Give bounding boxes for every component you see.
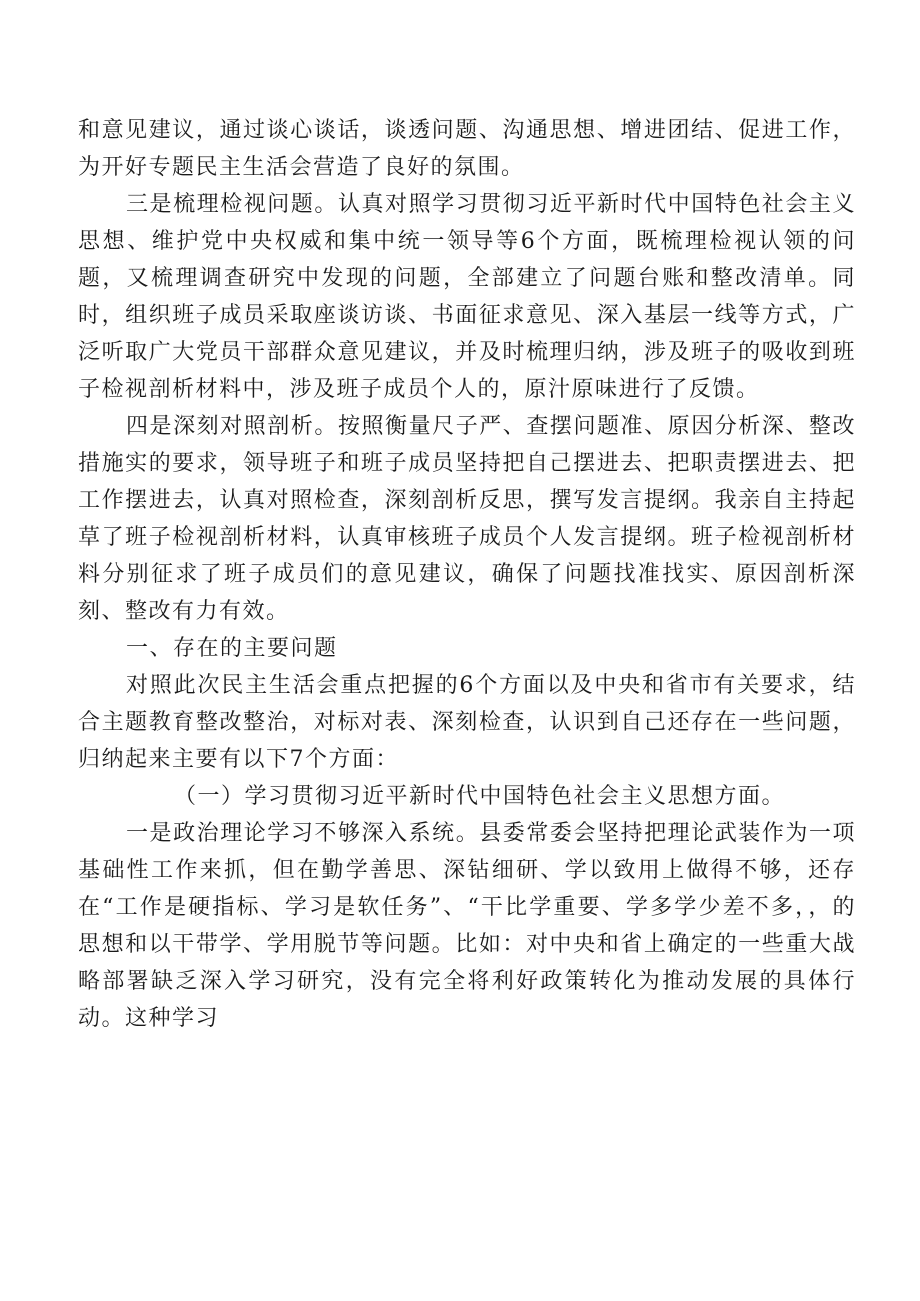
document-body <box>78 112 856 1037</box>
paragraph-review-issues: 三是梳理检视问题。认真对照学习贯彻习近平新时代中国特色社会主义思想、维护党中央权威和集中统一领导等6个方面，既梳理检视认领的问题，又梳理调查研究中发现的问题，全部建立了问题台账和整改清单。同时，组织班子成员采取座谈访谈、书面征求意见、深入基层一线等方式，广泛听取广大党员干部群众意见建议，并及时梳理归纳，涉及班子的吸收到班子检视剖析材料中，涉及班子成员个人的，原汁原味进行了反馈。 <box>78 192 856 402</box>
paragraph-deep-analysis: 四是深刻对照剖析。按照衡量尺子严、查摆问题准、原因分析深、整改措施实的要求，领导班子和班子成员坚持把自己摆进去、把职责摆进去、把工作摆进去，认真对照检查，深刻剖析反思，撰写发言提纲。我亲自主持起草了班子检视剖析材料，认真审核班子成员个人发言提纲。班子检视剖析材料分别征求了班子成员们的意见建议，确保了问题找准找实、原因剖析深刻、整改有力有效。 <box>78 414 856 624</box>
subsection-heading-study: （一）学习贯彻习近平新时代中国特色社会主义思想方面。 <box>174 784 786 809</box>
paragraph-problems-intro: 对照此次民主生活会重点把握的6个方面以及中央和省市有关要求，结合主题教育整改整治，对标对表、深刻检查，认识到自己还存在一些问题，归纳起来主要有以下7个方面： <box>78 673 856 772</box>
section-heading-main-problems: 一、存在的主要问题 <box>126 636 338 661</box>
paragraph-theory-study: 一是政治理论学习不够深入系统。县委常委会坚持把理论武装作为一项基础性工作来抓，但在勤学善思、深钻细研、学以致用上做得不够，还存在“工作是硬指标、学习是软任务”、“干比学重要、学多学少差不多，，的思想和以干带学、学用脱节等问题。比如：对中央和省上确定的一些重大战略部署缺乏深入学习研究，没有完全将利好政策转化为推动发展的具体行动。这种学习 <box>78 821 856 1031</box>
paragraph-continuation: 和意见建议，通过谈心谈话，谈透问题、沟通思想、增进团结、促进工作，为开好专题民主生活会营造了良好的氛围。 <box>78 118 856 180</box>
